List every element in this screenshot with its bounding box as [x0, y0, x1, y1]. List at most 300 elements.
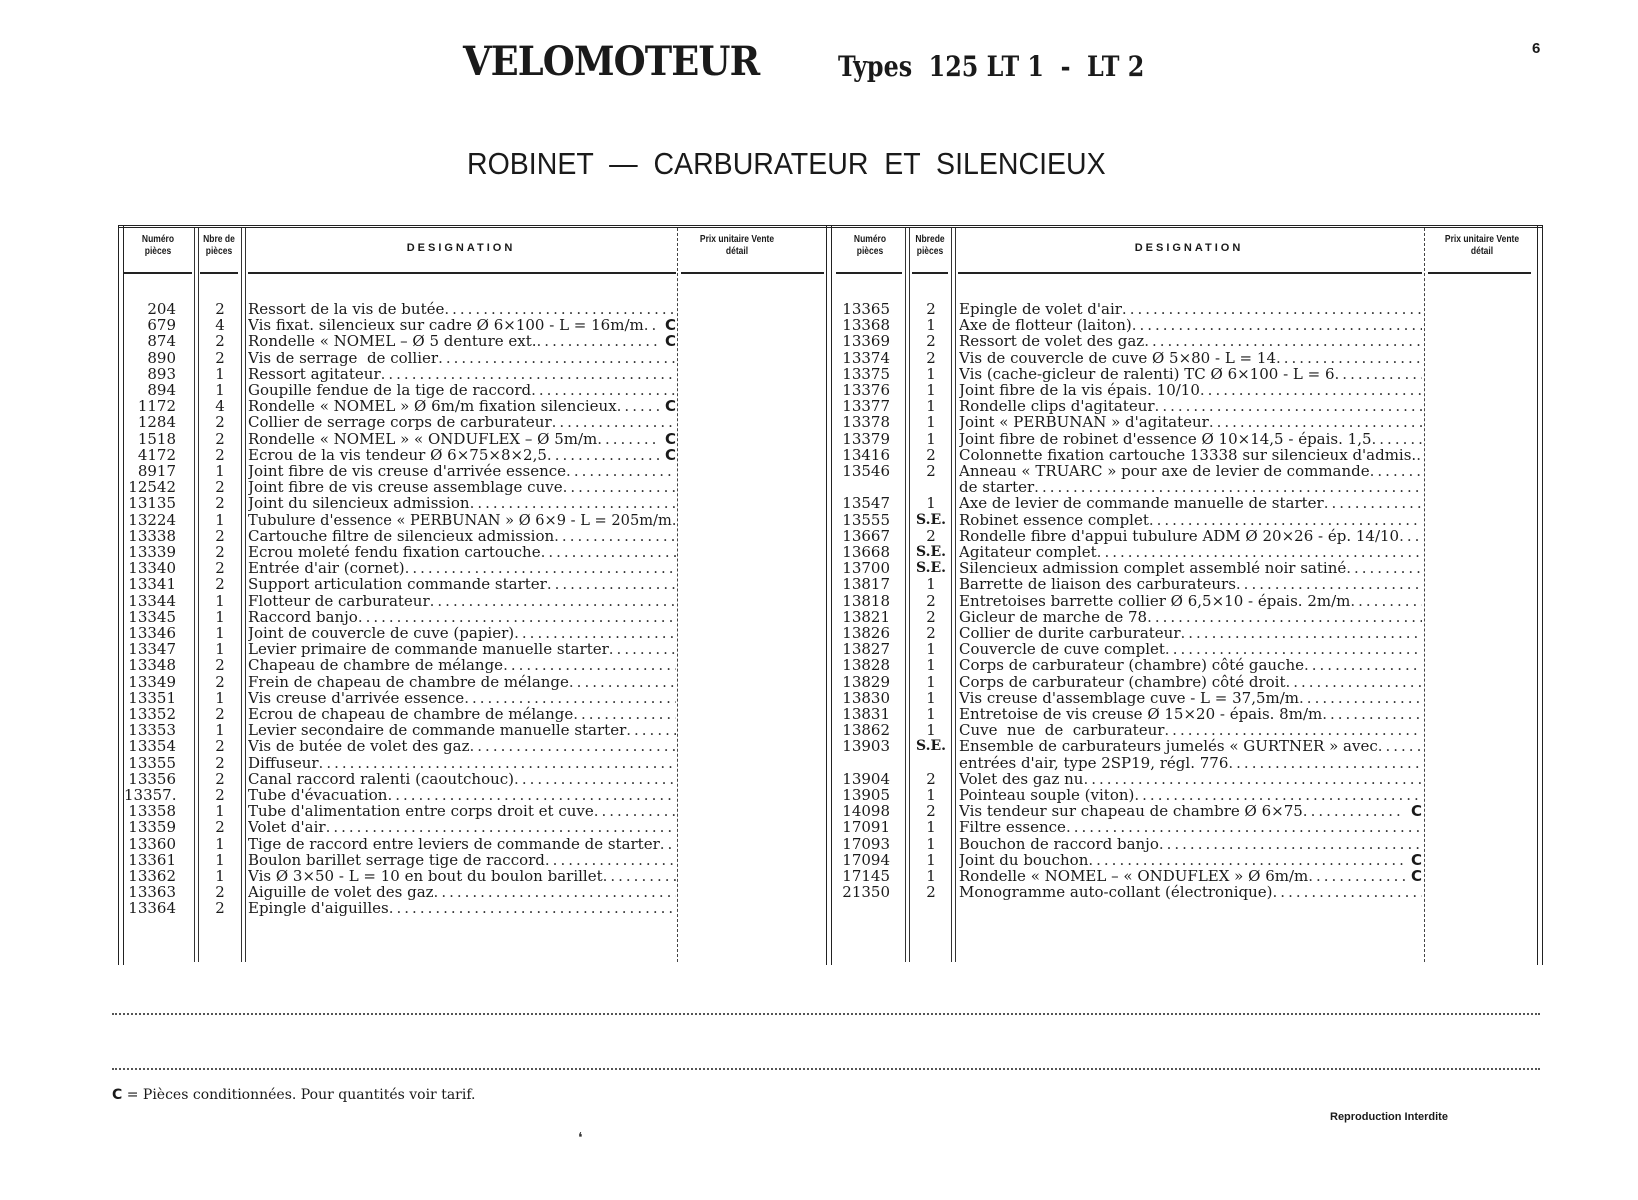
part-designation	[959, 674, 1422, 691]
part-quantity: 2	[926, 348, 936, 367]
table-row	[832, 560, 1427, 577]
part-quantity: 2	[926, 607, 936, 626]
part-number: 13347	[128, 640, 176, 659]
designation-text: Corps de carburateur (chambre) côté gauche	[959, 657, 1304, 675]
table-row	[124, 398, 684, 415]
part-designation	[959, 593, 1422, 610]
part-quantity: 2	[926, 591, 936, 610]
designation-text: Entrée d'air (cornet)	[248, 560, 405, 578]
designation-text: Silencieux admission complet assemblé noir satiné	[959, 560, 1347, 578]
dot-leader	[1122, 301, 1422, 318]
part-designation	[959, 706, 1422, 723]
part-number: 13224	[128, 510, 176, 529]
table-row	[832, 431, 1427, 448]
part-quantity: 1	[215, 607, 225, 626]
part-designation	[248, 674, 676, 691]
designation-text: Joint du bouchon	[959, 851, 1089, 869]
designation-text: Diffuseur	[248, 754, 319, 772]
table-row	[832, 576, 1427, 593]
part-number: 13379	[842, 429, 890, 448]
dot-leader	[617, 398, 659, 415]
stray-mark: ❛	[578, 1130, 583, 1146]
part-designation	[248, 755, 676, 772]
part-number: 13360	[128, 834, 176, 853]
designation-text: Goupille fendue de la tige de raccord	[248, 382, 532, 399]
part-number: 13345	[128, 607, 176, 626]
page-title: VELOMOTEUR	[463, 38, 760, 85]
part-designation	[959, 333, 1422, 350]
designation-text: Ressort de la vis de butée	[248, 301, 445, 318]
part-number: 13828	[842, 656, 890, 675]
part-number: 13378	[842, 413, 890, 432]
dot-leader	[1066, 819, 1422, 836]
dot-leader	[381, 366, 676, 383]
part-designation	[959, 722, 1422, 739]
designation-text: Tige de raccord entre leviers de commande de starter	[248, 835, 660, 853]
part-designation	[959, 690, 1422, 707]
part-designation	[959, 544, 1422, 561]
table-row	[832, 641, 1427, 658]
part-quantity: 2	[215, 494, 225, 513]
table-row	[124, 350, 684, 367]
table-row	[832, 479, 1427, 496]
table-row	[832, 350, 1427, 367]
part-designation	[248, 398, 676, 415]
conditioned-flag: C	[664, 430, 676, 448]
table-row	[124, 787, 684, 804]
designation-text: Volet des gaz nu	[959, 770, 1084, 788]
designation-text: Vis (cache-gicleur de ralenti) TC Ø 6×100 - L = 6	[959, 365, 1335, 383]
dot-leader	[1097, 544, 1422, 561]
part-number: 890	[147, 348, 176, 367]
part-designation	[959, 301, 1422, 318]
part-number: 13829	[842, 672, 890, 691]
designation-text: Rondelle « NOMEL » Ø 6m/m fixation silencieux	[248, 398, 617, 416]
table-row	[124, 868, 684, 885]
table-row	[124, 900, 684, 917]
part-quantity: 1	[215, 364, 225, 383]
part-designation	[248, 431, 676, 448]
designation-text: Joint « PERBUNAN » d'agitateur	[959, 414, 1209, 432]
part-number: 13904	[842, 769, 890, 788]
dot-leader	[1378, 738, 1422, 755]
part-designation	[248, 544, 676, 561]
dot-leader	[470, 738, 676, 755]
designation-text: Raccord banjo	[248, 608, 358, 626]
dot-leader	[434, 884, 676, 901]
part-quantity: 1	[926, 364, 936, 383]
dot-leader	[1308, 868, 1405, 885]
table-row	[832, 495, 1427, 512]
dot-leader	[1132, 317, 1422, 334]
part-quantity: 1	[926, 834, 936, 853]
designation-text: Vis tendeur sur chapeau de chambre Ø 6×75	[959, 803, 1303, 821]
dot-leader	[1083, 771, 1422, 788]
blank-dotted-line	[112, 1013, 1540, 1015]
part-designation	[248, 593, 676, 610]
table-row	[832, 657, 1427, 674]
designation-text: Levier primaire de commande manuelle starter	[248, 641, 609, 659]
dot-leader	[531, 382, 676, 399]
table-row	[832, 852, 1427, 869]
designation-text: Tubulure d'essence « PERBUNAN » Ø 6×9 - L = 205m/m	[248, 511, 672, 529]
dot-leader	[644, 317, 659, 334]
part-number: 13817	[842, 575, 890, 594]
dot-leader	[1181, 625, 1423, 642]
designation-text: Epingle d'aiguilles	[248, 900, 389, 918]
part-designation	[248, 463, 676, 480]
dot-leader	[1399, 528, 1422, 545]
part-quantity: 2	[215, 705, 225, 723]
table-row	[124, 722, 684, 739]
part-number: 13830	[842, 688, 890, 707]
part-number: 13348	[128, 656, 176, 675]
part-designation	[959, 528, 1422, 545]
table-row	[832, 706, 1427, 723]
part-quantity: 1	[926, 850, 936, 869]
part-number: 13376	[842, 381, 890, 399]
dot-leader	[1372, 431, 1422, 448]
part-quantity: 1	[215, 688, 225, 707]
part-designation	[248, 301, 676, 318]
conditioned-flag: C	[1410, 851, 1422, 869]
dot-leader	[1209, 414, 1422, 431]
table-row	[124, 706, 684, 723]
part-quantity: 4	[215, 397, 225, 416]
table-row	[832, 366, 1427, 383]
part-number: 679	[147, 316, 176, 335]
dot-leader	[1304, 657, 1422, 674]
dot-leader	[569, 674, 676, 691]
table-row	[832, 414, 1427, 431]
part-quantity: S.E.	[915, 738, 947, 755]
dot-leader	[1273, 884, 1422, 901]
part-quantity: 1	[215, 510, 225, 529]
table-row	[124, 657, 684, 674]
designation-text: Bouchon de raccord banjo	[959, 835, 1159, 853]
part-quantity: 1	[926, 786, 936, 804]
table-row	[832, 463, 1427, 480]
part-quantity: 1	[215, 462, 225, 480]
part-designation	[248, 366, 676, 383]
dot-leader	[566, 463, 676, 480]
part-number: 13356	[128, 769, 176, 788]
designation-text: Tube d'alimentation entre corps droit et cuve	[248, 803, 594, 821]
part-designation	[959, 560, 1422, 577]
part-number: 1518	[137, 429, 176, 448]
part-number: 13349	[128, 672, 176, 691]
designation-text: Vis de serrage de collier	[248, 349, 439, 367]
part-quantity: 2	[215, 769, 225, 788]
designation-text: Vis creuse d'arrivée essence	[248, 689, 465, 707]
part-designation	[959, 512, 1422, 529]
part-designation	[959, 852, 1422, 869]
part-number: 13339	[128, 543, 176, 561]
part-designation	[959, 366, 1422, 383]
designation-text: Joint fibre de vis creuse assemblage cuve	[248, 479, 563, 497]
table-row	[124, 495, 684, 512]
table-row	[124, 738, 684, 755]
part-quantity: 2	[215, 559, 225, 578]
part-designation	[959, 803, 1422, 820]
table-row	[832, 593, 1427, 610]
dot-leader	[1228, 755, 1422, 772]
designation-text: Axe de levier de commande manuelle de starter	[959, 495, 1324, 513]
part-quantity: 1	[926, 688, 936, 707]
part-quantity: 1	[215, 381, 225, 399]
part-number: 17091	[842, 818, 890, 837]
part-number: 13374	[842, 348, 890, 367]
part-designation	[248, 722, 676, 739]
part-number: 13831	[842, 705, 890, 723]
table-row	[832, 301, 1427, 318]
part-designation	[959, 317, 1422, 334]
page-number: 6	[1532, 40, 1541, 57]
designation-text: Joint fibre de la vis épais. 10/10	[959, 382, 1200, 399]
dot-leader	[387, 787, 676, 804]
dot-leader	[1034, 479, 1422, 496]
designation-text: Ecrou de chapeau de chambre de mélange	[248, 706, 574, 723]
table-row	[124, 690, 684, 707]
dot-leader	[1159, 836, 1422, 853]
table-row	[124, 366, 684, 383]
part-number: 893	[147, 364, 176, 383]
table-row	[124, 852, 684, 869]
table-row	[124, 382, 684, 399]
table-row	[832, 333, 1427, 350]
dot-leader	[547, 576, 676, 593]
part-designation	[959, 350, 1422, 367]
dot-leader	[1164, 722, 1422, 739]
part-number: 13826	[842, 624, 890, 642]
dot-leader	[444, 301, 676, 318]
part-number: 13354	[128, 737, 176, 756]
table-row	[124, 544, 684, 561]
designation-text: Ecrou moleté fendu fixation cartouche	[248, 544, 541, 561]
model-types: Types 125 LT 1 - LT 2	[838, 50, 1145, 83]
blank-dotted-line	[112, 1068, 1540, 1070]
part-designation	[248, 625, 676, 642]
part-quantity: 2	[926, 883, 936, 902]
part-quantity: 1	[926, 705, 936, 723]
part-number: 13668	[842, 543, 890, 561]
dot-leader	[554, 528, 676, 545]
table-row	[832, 690, 1427, 707]
part-designation	[248, 317, 676, 334]
part-quantity: 1	[215, 802, 225, 821]
table-row	[124, 803, 684, 820]
table-row	[124, 836, 684, 853]
part-number: 8917	[137, 462, 176, 480]
dot-leader	[514, 625, 676, 642]
designation-text: Joint fibre de vis creuse d'arrivée essence	[248, 463, 567, 480]
table-row	[124, 479, 684, 496]
part-number: 13818	[842, 591, 890, 610]
part-quantity: 2	[926, 462, 936, 480]
designation-text: Flotteur de carburateur	[248, 592, 430, 610]
table-row	[832, 674, 1427, 691]
dot-leader	[1303, 803, 1405, 820]
part-quantity: 2	[215, 899, 225, 918]
table-row	[832, 317, 1427, 334]
part-quantity: 2	[215, 348, 225, 367]
designation-text: Pointeau souple (viton)	[959, 787, 1135, 804]
part-designation	[959, 755, 1422, 772]
part-number: 14098	[842, 802, 890, 821]
conditioned-flag: C	[664, 317, 676, 335]
part-number: 13358	[128, 802, 176, 821]
part-quantity: 2	[926, 802, 936, 821]
part-quantity: 2	[926, 769, 936, 788]
part-designation	[248, 479, 676, 496]
conditioned-flag: C	[1410, 803, 1422, 821]
part-designation	[248, 819, 676, 836]
table-row	[124, 528, 684, 545]
table-row	[124, 317, 684, 334]
part-quantity: 1	[926, 672, 936, 691]
part-designation	[959, 576, 1422, 593]
designation-text: Filtre essence	[959, 819, 1066, 837]
header-numero: Numéro pièces	[853, 234, 887, 257]
designation-text: Support articulation commande starter	[248, 576, 547, 594]
designation-text: Entretoise de vis creuse Ø 15×20 - épais. 8m/m	[959, 706, 1323, 723]
dot-leader	[563, 479, 676, 496]
part-designation	[248, 787, 676, 804]
designation-text: Colonnette fixation cartouche 13338 sur silencieux d'admis.	[959, 446, 1417, 464]
part-designation	[959, 382, 1422, 399]
header-rule	[200, 272, 238, 274]
dot-leader	[573, 706, 676, 723]
part-designation	[248, 900, 676, 917]
designation-text: Chapeau de chambre de mélange	[248, 657, 504, 675]
part-quantity: 1	[215, 640, 225, 659]
part-quantity: 1	[926, 413, 936, 432]
part-number: 13135	[128, 494, 176, 513]
part-number: 13361	[128, 850, 176, 869]
part-number: 1172	[137, 397, 176, 416]
conditioned-flag: C	[664, 446, 676, 464]
dot-leader	[438, 350, 676, 367]
dot-leader	[1416, 447, 1422, 464]
part-number: 13416	[842, 445, 890, 464]
part-number: 13364	[128, 899, 176, 918]
part-number: 13368	[842, 316, 890, 335]
part-designation	[248, 657, 676, 674]
part-designation	[248, 447, 676, 464]
table-row	[832, 819, 1427, 836]
table-row	[124, 431, 684, 448]
part-designation	[248, 512, 676, 529]
dot-leader	[672, 512, 676, 529]
part-number: 13700	[842, 559, 890, 578]
table-row	[832, 447, 1427, 464]
part-quantity: 2	[215, 672, 225, 691]
table-row	[124, 755, 684, 772]
part-designation	[248, 495, 676, 512]
table-row	[124, 625, 684, 642]
designation-text: Vis fixat. silencieux sur cadre Ø 6×100 - L = 16m/m	[248, 317, 644, 335]
part-quantity: 2	[215, 413, 225, 432]
dot-leader	[326, 819, 676, 836]
part-designation	[248, 576, 676, 593]
conditioned-flag: C	[664, 333, 676, 351]
part-designation	[248, 609, 676, 626]
part-designation	[959, 836, 1422, 853]
part-designation	[248, 690, 676, 707]
part-quantity: 2	[926, 332, 936, 351]
part-quantity: 2	[215, 526, 225, 545]
designation-text: de starter	[959, 479, 1035, 497]
table-row	[832, 544, 1427, 561]
dot-leader	[358, 609, 676, 626]
part-quantity: 1	[926, 316, 936, 335]
dot-leader	[1276, 350, 1422, 367]
header-prix: Prix unitaire Vente détail	[699, 234, 775, 257]
part-designation	[959, 609, 1422, 626]
dot-leader	[1324, 495, 1422, 512]
part-quantity: 1	[926, 656, 936, 675]
part-number: 17145	[842, 867, 890, 885]
designation-text: Cartouche filtre de silencieux admission	[248, 527, 555, 545]
table-row	[124, 593, 684, 610]
dot-leader	[1149, 512, 1422, 529]
part-designation	[248, 738, 676, 755]
part-number: 13351	[128, 688, 176, 707]
part-designation	[248, 528, 676, 545]
part-number: 13369	[842, 332, 890, 351]
designation-text: Gicleur de marche de 78	[959, 608, 1148, 626]
designation-text: Barrette de liaison des carburateurs	[959, 576, 1236, 594]
dot-leader	[1144, 333, 1422, 350]
table-row	[124, 884, 684, 901]
part-designation	[248, 560, 676, 577]
dot-leader	[547, 447, 659, 464]
part-quantity: 2	[215, 478, 225, 497]
part-designation	[959, 819, 1422, 836]
designation-text: Boulon barillet serrage tige de raccord	[248, 851, 545, 869]
header-nbre: Nbre de pièces	[203, 234, 235, 257]
part-number: 13862	[842, 721, 890, 740]
table-row	[832, 787, 1427, 804]
dot-leader	[1285, 674, 1422, 691]
header-designation: DESIGNATION	[1134, 242, 1244, 254]
part-quantity: S.E.	[915, 544, 947, 560]
part-number: 12542	[128, 478, 176, 497]
designation-text: Joint du silencieux admission	[248, 495, 470, 513]
header-rule	[958, 272, 1422, 274]
part-quantity: 1	[215, 867, 225, 885]
footnote-text: = Pièces conditionnées. Pour quantités voir tarif.	[122, 1087, 476, 1103]
designation-text: Levier secondaire de commande manuelle starter	[248, 722, 627, 740]
designation-text: Collier de durite carburateur	[959, 625, 1181, 642]
part-number: 13352	[128, 705, 176, 723]
designation-text: Ressort agitateur	[248, 365, 381, 383]
table-row	[124, 463, 684, 480]
part-number: 17094	[842, 850, 890, 869]
part-number: 1284	[137, 413, 176, 432]
table-row	[124, 771, 684, 788]
designation-text: Vis de couvercle de cuve Ø 5×80 - L = 14	[959, 349, 1276, 367]
table-row	[124, 819, 684, 836]
part-designation	[959, 884, 1422, 901]
footnote	[112, 1087, 475, 1103]
part-quantity: 2	[215, 429, 225, 448]
designation-text: Monogramme auto-collant (électronique)	[959, 884, 1273, 902]
part-quantity: 2	[215, 883, 225, 902]
part-number: 13821	[842, 607, 890, 626]
part-number: 13353	[128, 721, 176, 740]
dot-leader	[1200, 382, 1422, 399]
